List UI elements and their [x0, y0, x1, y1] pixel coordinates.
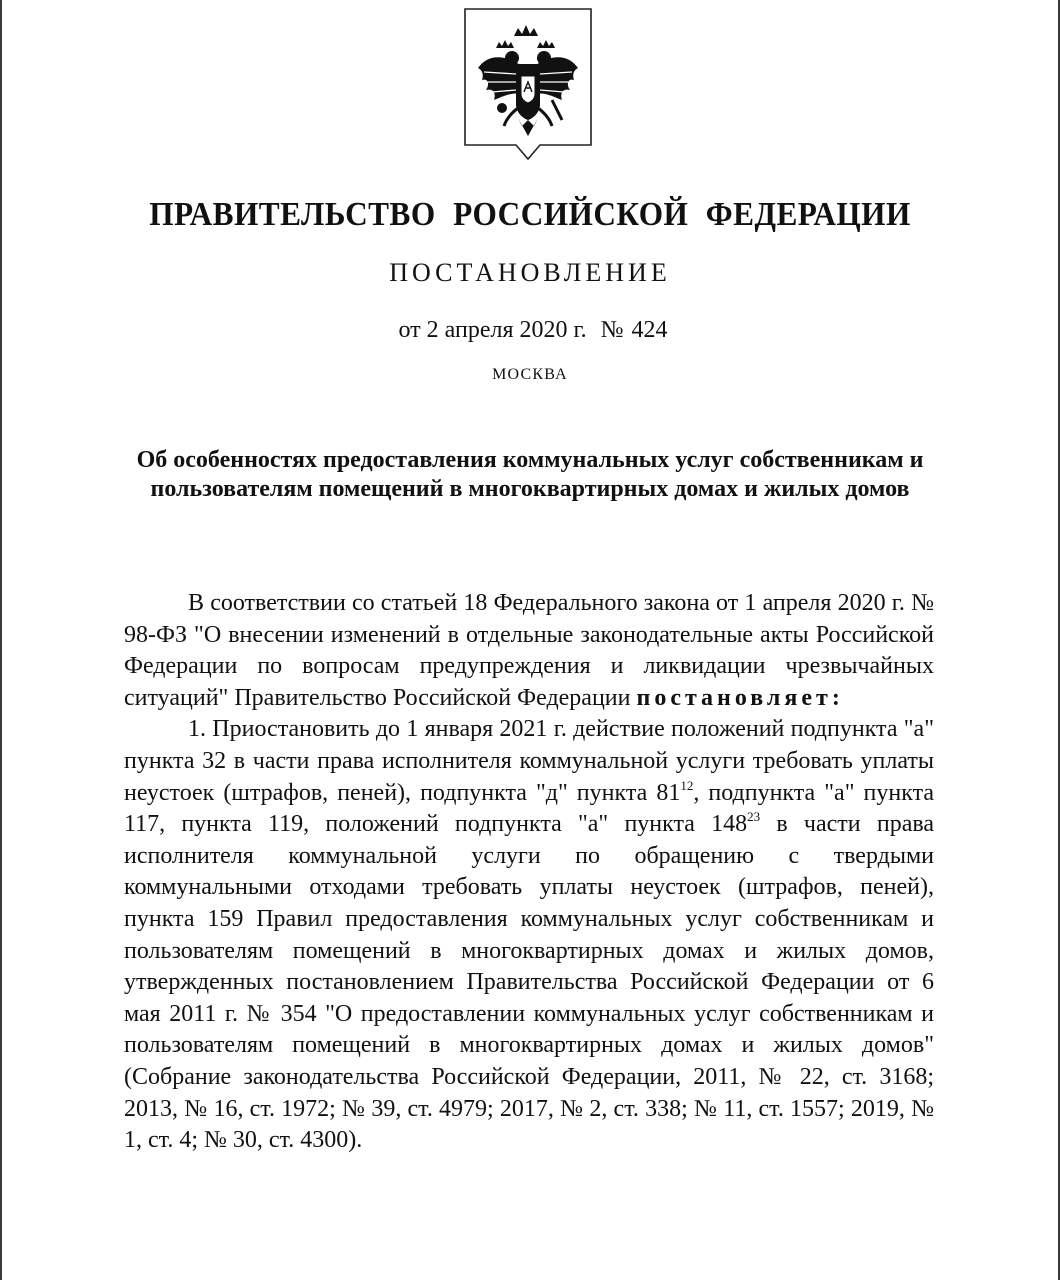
item-1-paragraph [124, 714, 934, 1156]
document-city: МОСКВА [492, 366, 568, 383]
item-1-text-part-3: в части права исполнителя коммунальной услуги по обращению с твердыми коммунальными отходами требовать уплаты неустоек (штрафов, пеней), пункта 159 Правил предоставления коммунальных услуг собственникам и пользователям помещений в многоквартирных домах и жилых домов, утвержденных постановлением Правительства Российской Федерации от 6 мая 2011 г. № 354 "О предоставлении коммунальных услуг собственникам и пользователям помещений в многоквартирных домах и жилых домов" (Собрание законодательства Российской Федерации, 2011, № 22, ст. 3168; 2013, № 16, ст. 1972; № 39, ст. 4979; 2017, № 2, ст. 338; № 11, ст. 1557; 2019, № 1, ст. 4; № 30, ст. 4300). [124, 811, 935, 1154]
document-type: ПОСТАНОВЛЕНИЕ [389, 258, 671, 287]
government-title: ПРАВИТЕЛЬСТВО РОССИЙСКОЙ ФЕДЕРАЦИИ [149, 196, 911, 233]
preamble-text: В соответствии со статьей 18 Федерального закона от 1 апреля 2020 г. № 98-ФЗ "О внесении изменений в отдельные законодательные акты Российской Федерации по вопросам предупреждения и ликвидации чрезвычайных ситуаций" Правительство Российской Федерации [124, 590, 934, 711]
item-1-text-part-2: , подпункта "а" пункта 117, пункта 119, положений подпункта "а" пункта 148 [124, 779, 935, 838]
document-date: от 2 апреля 2020 г. [398, 317, 587, 343]
resolves-word: постановляет: [636, 684, 844, 711]
superscript-12: 12 [680, 777, 694, 793]
document-subject: Об особенностях предоставления коммунальных услуг собственникам и пользователям помещений в многоквартирных домах и жилых домов [136, 447, 924, 502]
document-date-line [2, 317, 1058, 344]
superscript-23: 23 [747, 809, 761, 825]
document-body [124, 588, 934, 1157]
russian-coat-of-arms-icon [464, 8, 592, 160]
preamble-paragraph [124, 588, 934, 714]
number-sign: № [600, 317, 624, 343]
item-1-text-part-1: 1. Приостановить до 1 января 2021 г. действие положений подпункта "а" пункта 32 в части права исполнителя коммунальной услуги требовать уплаты неустоек (штрафов, пеней), подпункта "д" пункта 81 [124, 716, 934, 806]
document-number: 424 [631, 317, 668, 343]
